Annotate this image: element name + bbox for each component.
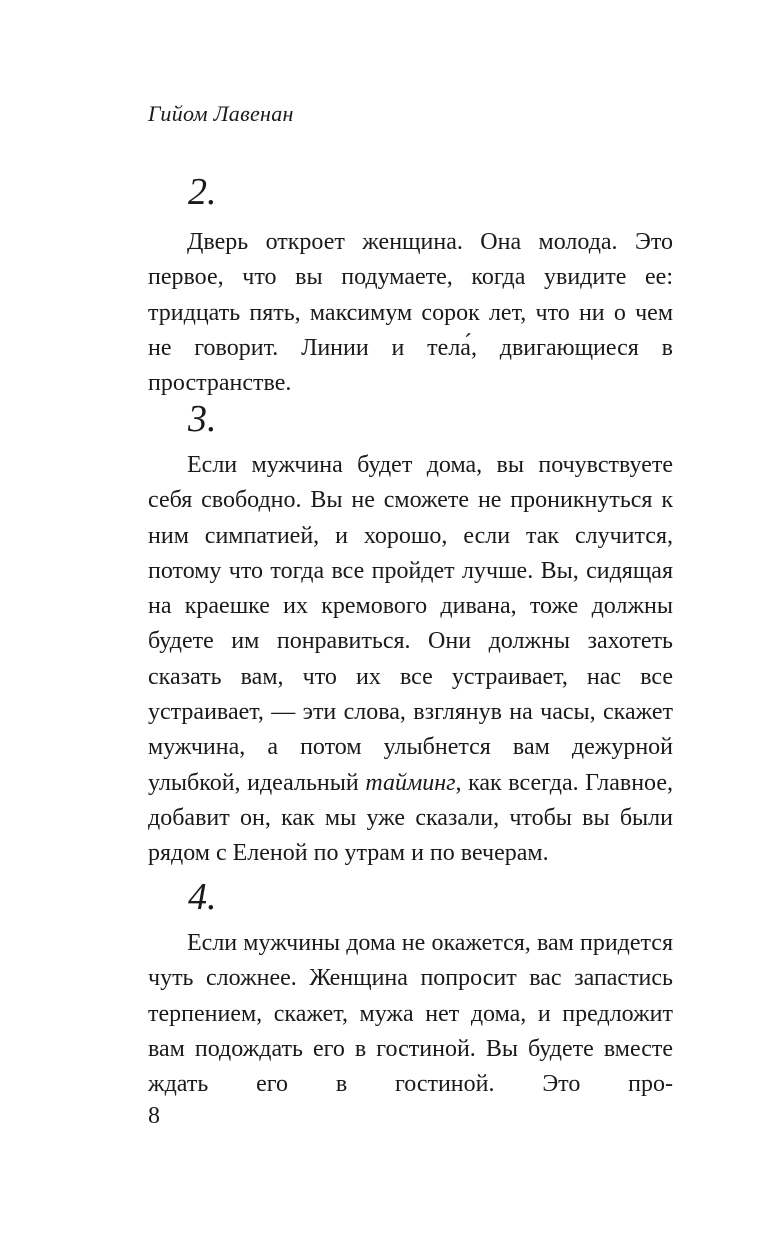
section-2-paragraph: Дверь откроет женщина. Она молода. Это первое, что вы подумаете, когда увидите ее: тридцать пять, максимум сорок лет, что ни о чем не говорит. Линии и тела́, двигающиеся в пространстве.: [148, 229, 673, 397]
section-number-4: 4.: [188, 876, 217, 918]
section-3-emphasis: тайминг: [365, 769, 456, 796]
section-3-text-end: , как всегда. Главное, добавит он, как мы уже сказали, чтобы вы были рядом с Еленой по утрам и по вечерам.: [148, 769, 674, 867]
section-number-3: 3.: [188, 398, 217, 440]
section-4-paragraph: Если мужчины дома не окажется, вам придется чуть сложнее. Женщина попросит вас запастись терпением, скажет, мужа нет дома, и предложит вам подождать его в гостиной. Вы будете вместе ждать его в гостиной. Это про-: [148, 930, 673, 1098]
running-head: Гийом Лавенан: [148, 101, 294, 126]
section-3-text-start: Если мужчина будет дома, вы почувствуете себя свободно. Вы не сможете не проникнуться к ним симпатией, и хорошо, если так случится, потому что тогда все пройдет лучше. Вы, сидящая на краешке их кремового дивана, тоже должны будете им понравиться. Они должны захотеть сказать вам, что их все устраивает, нас все устраивает, — эти слова, взглянув на часы, скажет мужчина, а потом улыбнется вам дежурной улыбкой, идеальный: [148, 452, 673, 796]
page-number: 8: [148, 1103, 160, 1129]
section-number-2: 2.: [188, 171, 217, 213]
section-3-paragraph: [148, 448, 673, 872]
